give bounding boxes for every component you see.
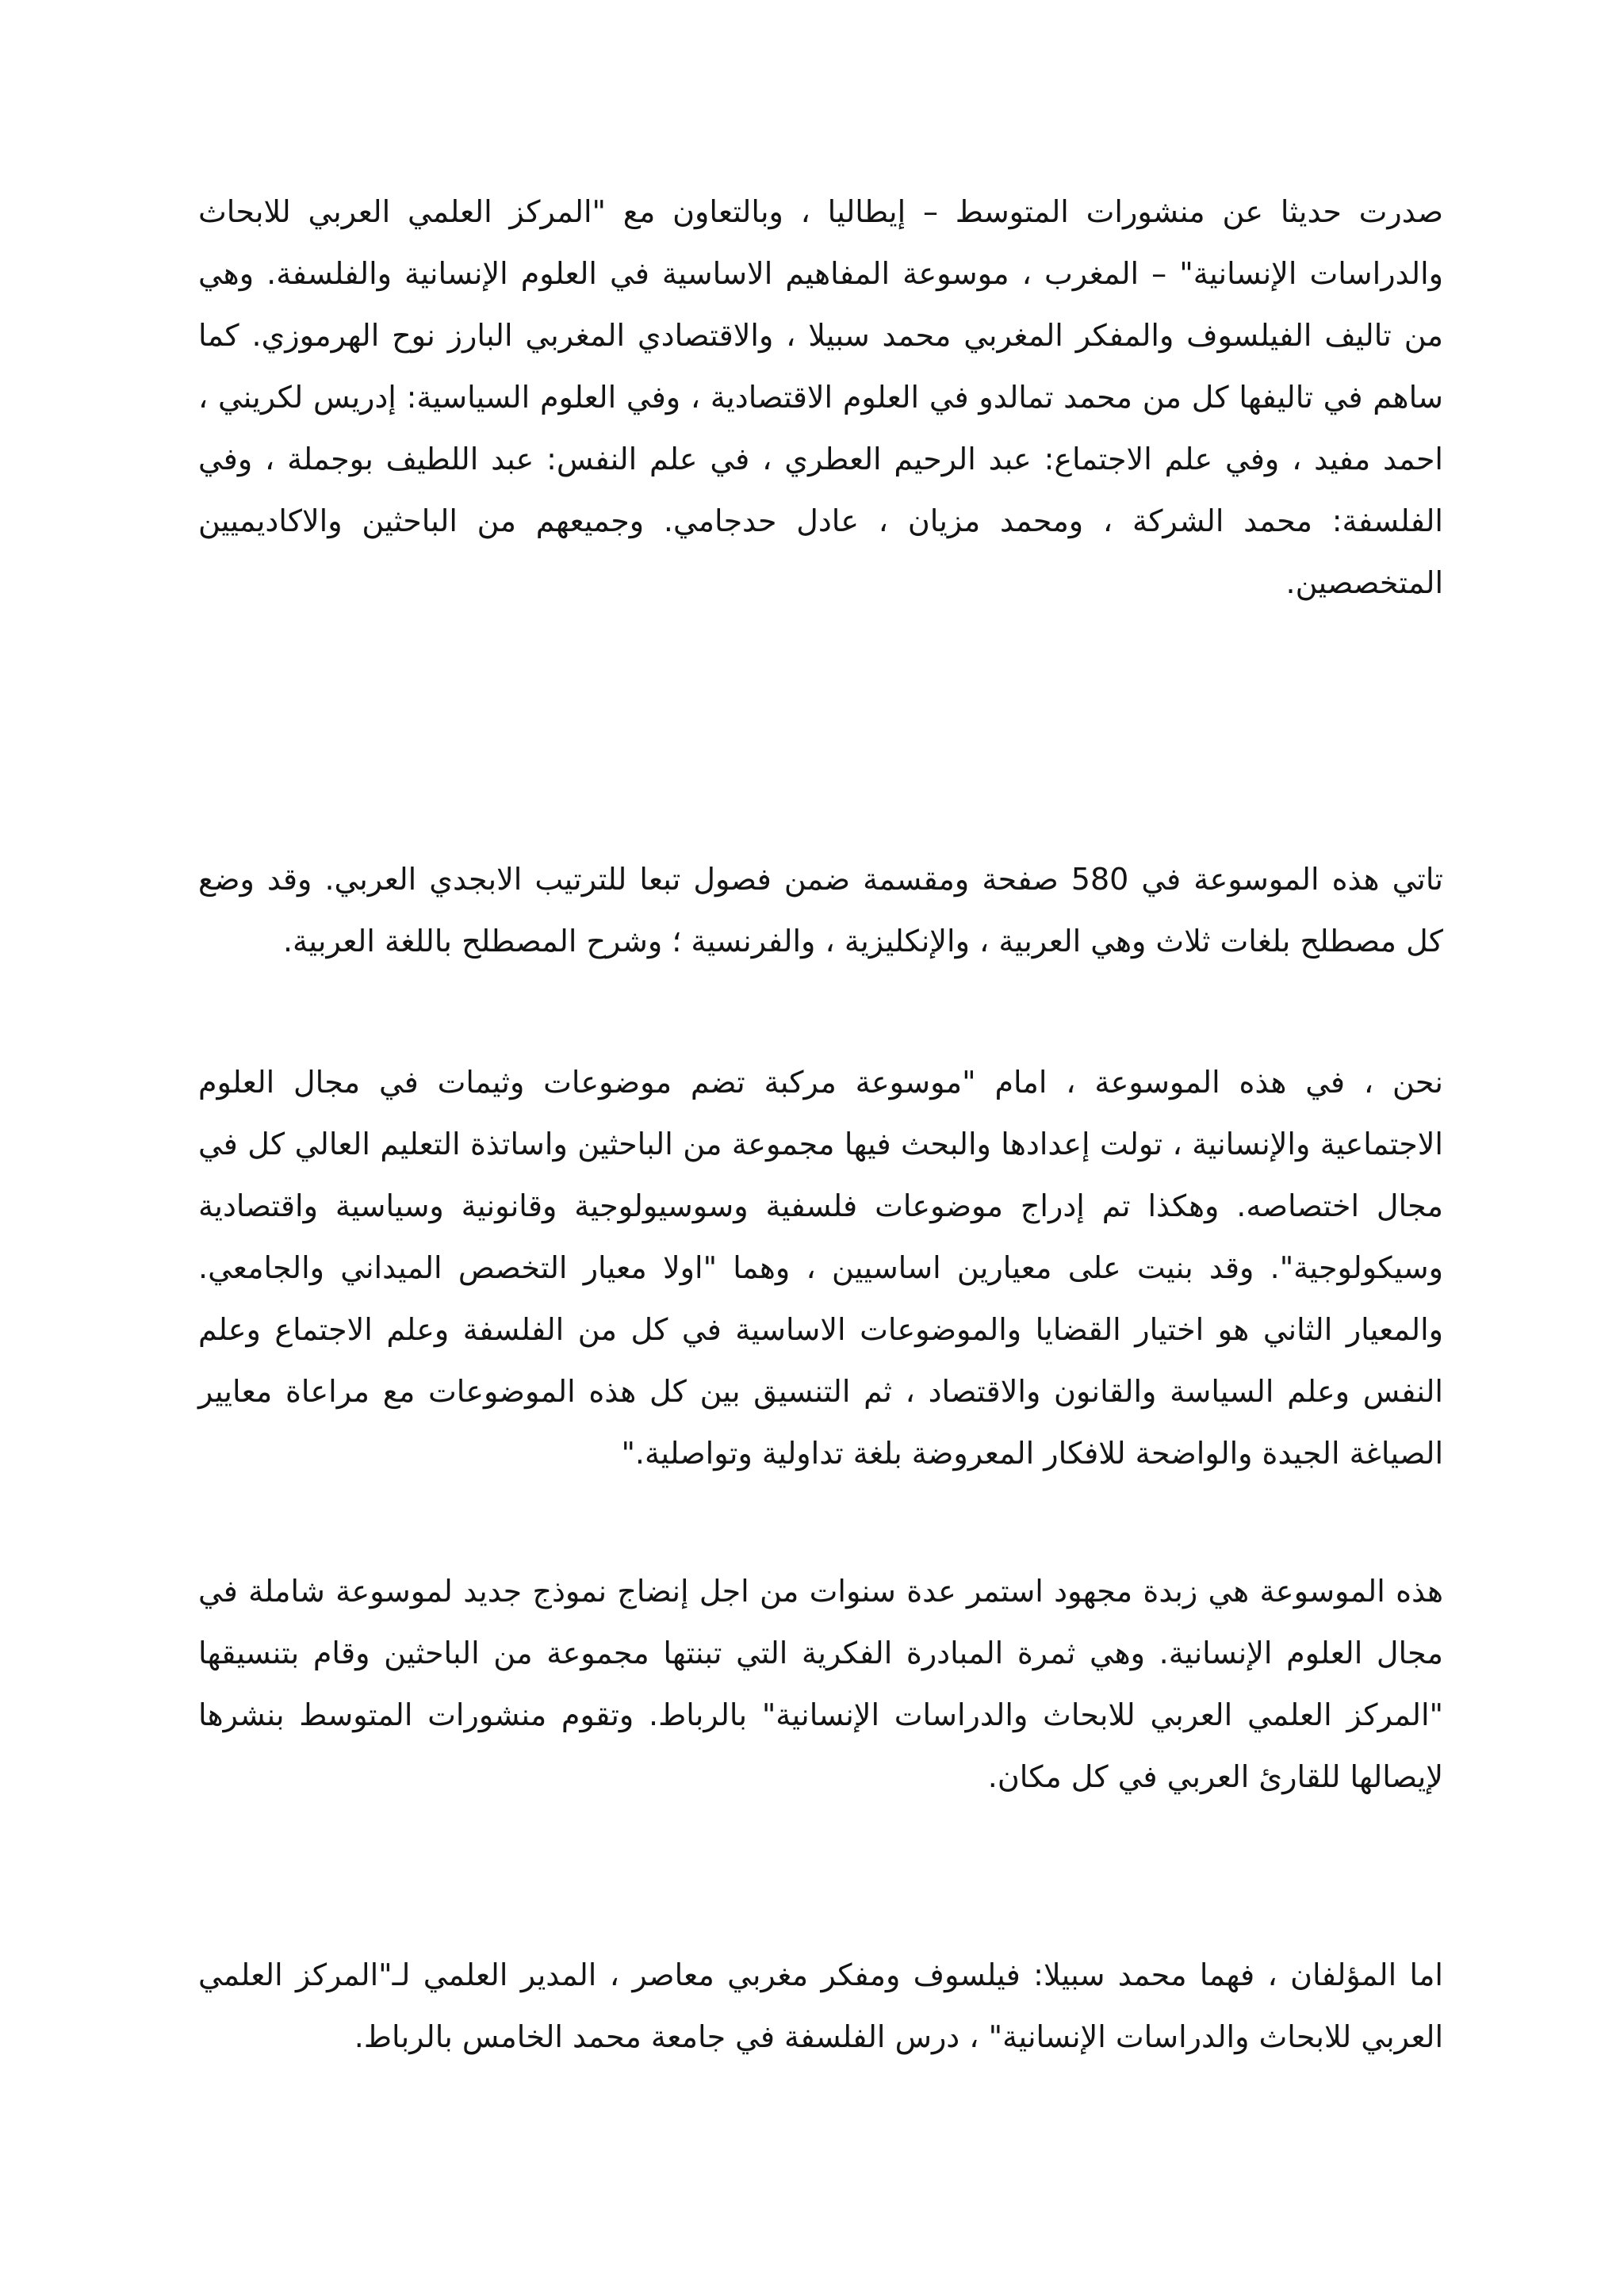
paragraph-publication-announcement: صدرت حديثا عن منشورات المتوسط – إيطاليا ، وبالتعاون مع "المركز العلمي العربي للابحاث والدراسات الإنسانية" – المغرب ، موسوعة المفاهيم الاساسية في العلوم الإنسانية والفلسفة. وهي من تاليف الفيلسوف والمفكر المغربي محمد سبيلا ، والاقتصادي المغربي البارز نوح الهرموزي. كما ساهم في تاليفها كل من محمد تمالدو في العلوم الاقتصادية ، وفي العلوم السياسية: إدريس لكريني ، احمد مفيد ، وفي علم الاجتماع: عبد الرحيم العطري ، في علم النفس: عبد اللطيف بوجملة ، وفي الفلسفة: محمد الشركة ، ومحمد مزيان ، عادل حدجامي. وجميعهم من الباحثين والاكاديميين المتخصصين.: [198, 194, 1443, 600]
paragraph-authors: اما المؤلفان ، فهما محمد سبيلا: فيلسوف ومفكر مغربي معاصر ، المدير العلمي لـ"المركز العلمي العربي للابحاث والدراسات الإنسانية" ، درس الفلسفة في جامعة محمد الخامس بالرباط.: [198, 1957, 1443, 2054]
paragraph-encyclopedia-description: نحن ، في هذه الموسوعة ، امام "موسوعة مركبة تضم موضوعات وثيمات في مجال العلوم الاجتماعية والإنسانية ، تولت إعدادها والبحث فيها مجموعة من الباحثين واساتذة التعليم العالي كل في مجال اختصاصه. وهكذا تم إدراج موضوعات فلسفية وسوسيولوجية وقانونية وسياسية واقتصادية وسيكولوجية". وقد بنيت على معيارين اساسيين ، وهما "اولا معيار التخصص الميداني والجامعي. والمعيار الثاني هو اختيار القضايا والموضوعات الاساسية في كل من الفلسفة وعلم الاجتماع وعلم النفس وعلم السياسة والقانون والاقتصاد ، ثم التنسيق بين كل هذه الموضوعات مع مراعاة معايير الصياغة الجيدة والواضحة للافكار المعروضة بلغة تداولية وتواصلية.": [198, 1065, 1443, 1471]
paragraph-project-background: هذه الموسوعة هي زبدة مجهود استمر عدة سنوات من اجل إنضاج نموذج جديد لموسوعة شاملة في مجال العلوم الإنسانية. وهي ثمرة المبادرة الفكرية التي تبنتها مجموعة من الباحثين وقام بتنسيقها "المركز العلمي العربي للابحاث والدراسات الإنسانية" بالرباط. وتقوم منشورات المتوسط بنشرها لإيصالها للقارئ العربي في كل مكان.: [198, 1574, 1443, 1794]
paragraph-encyclopedia-structure: تاتي هذه الموسوعة في 580 صفحة ومقسمة ضمن فصول تبعا للترتيب الابجدي العربي. وقد وضع كل مصطلح بلغات ثلاث وهي العربية ، والإنكليزية ، والفرنسية ؛ وشرح المصطلح باللغة العربية.: [198, 862, 1443, 959]
